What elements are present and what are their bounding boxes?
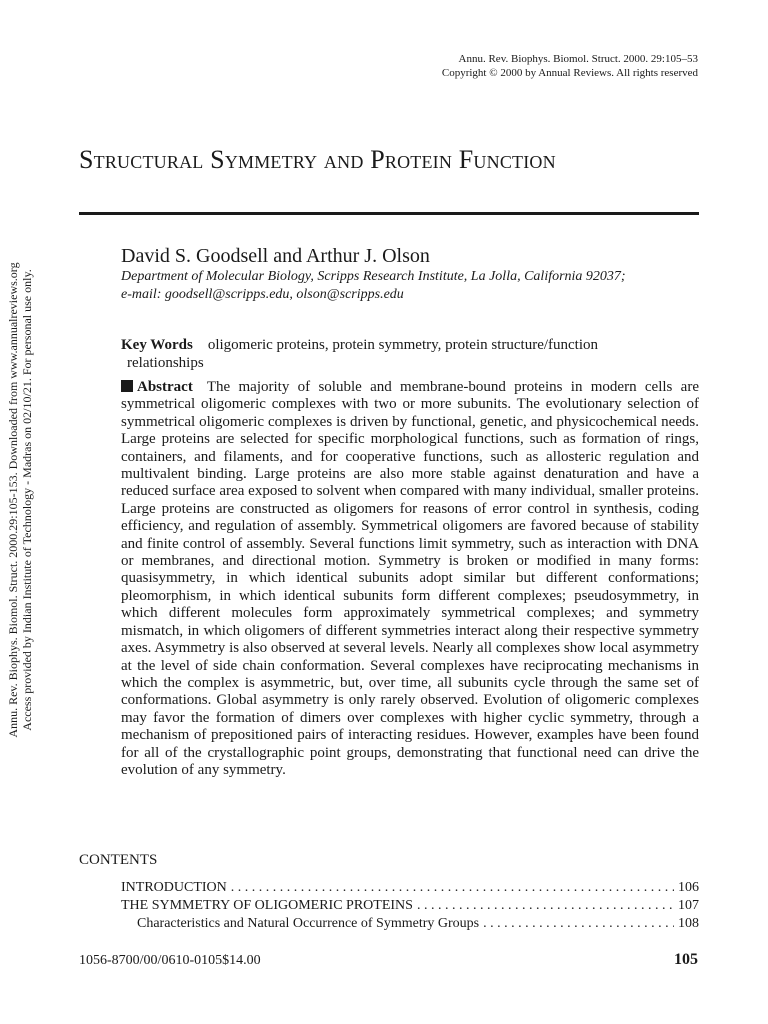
copyright-notice: Copyright © 2000 by Annual Reviews. All rights reserved [441, 67, 698, 79]
keywords-text: oligomeric proteins, protein symmetry, protein structure/function [207, 337, 599, 353]
article-authors: David S. Goodsell and Arthur J. Olson [121, 245, 430, 267]
keywords-label: Key Words [121, 337, 193, 353]
author-affiliation [121, 268, 711, 304]
download-notice-line2: Access provided by Indian Institute of Technology - Madras on 02/10/21. For personal use only. [20, 269, 34, 731]
abstract-text: The majority of soluble and membrane-bound proteins in modern cells are symmetrical oligomeric complexes with two or more subunits. The evolutionary selection of symmetrical oligomeric complexes is driven by functional, genetic, and physicochemical needs. Large proteins are selected for specific morphological functions, such as formation of rings, containers, and filaments, and for cooperative functions, such as allosteric regulation and multivalent binding. Large proteins are also more stable against denaturation and have a reduced surface area exposed to solvent when compared with many individual, smaller proteins. Large proteins are constructed as oligomers for reasons of error control in synthesis, coding efficiency, and regulation of assembly. Symmetrical oligomers are favored because of stability and finite control of assembly. Several functions limit symmetry, such as interaction with DNA or membranes, and directional motion. Symmetry is broken or modified in many forms: quasisymmetry, in which identical subunits adopt similar but different conformations; pleomorphism, in which identical subunits form different complexes; pseudosymmetry, in which different molecules form approximately symmetrical complexes; and symmetry mismatch, in which oligomers of different symmetries interact along their respective symmetry axes. Asymmetry is also observed at several levels. Nearly all complexes show local asymmetry at the level of side chain conformation. Several complexes have reciprocating mechanisms in which the complex is asymmetric, but, over time, all subunits cycle through the same set of conformations. Global asymmetry is only rarely observed. Evolution of oligomeric complexes may favor the formation of dimers over complexes with higher cyclic symmetry, through a mechanism of prepositioned pairs of interacting residues. However, examples have been found for all of the crystallographic point groups, demonstrating that functional need can drive the evolution of any symmetry. [121, 379, 699, 778]
toc-entry-title: THE SYMMETRY OF OLIGOMERIC PROTEINS [121, 898, 413, 913]
abstract-label: Abstract [137, 379, 193, 395]
download-notice-line1: Annu. Rev. Biophys. Biomol. Struct. 2000.29:105-153. Downloaded from www.annualreviews.org [6, 262, 20, 738]
toc-leader-dots [417, 897, 674, 915]
toc-leader-dots [483, 915, 674, 933]
abstract-bullet-icon [121, 380, 133, 392]
toc-entry[interactable] [121, 879, 699, 897]
toc-entry-page: 108 [678, 916, 699, 931]
toc-entry-title: INTRODUCTION [121, 880, 227, 895]
journal-citation-block [442, 52, 698, 80]
abstract-section [121, 379, 699, 779]
article-code: 1056-8700/00/0610-0105$14.00 [79, 953, 261, 968]
toc-entry-page: 106 [678, 880, 699, 895]
page-number: 105 [674, 951, 698, 968]
keywords-section [121, 336, 699, 372]
toc-entry[interactable] [121, 897, 699, 915]
toc-subentry[interactable] [121, 915, 699, 933]
affiliation-line: Department of Molecular Biology, Scripps Research Institute, La Jolla, California 92037; [121, 269, 626, 284]
toc-entry-page: 107 [678, 898, 699, 913]
toc-leader-dots [231, 879, 674, 897]
title-divider [79, 212, 699, 215]
table-of-contents [121, 879, 699, 933]
keywords-text-continued: relationships [127, 355, 204, 371]
toc-entry-title: Characteristics and Natural Occurrence of Symmetry Groups [137, 916, 480, 931]
journal-citation: Annu. Rev. Biophys. Biomol. Struct. 2000. 29:105–53 [458, 53, 698, 65]
article-title: Structural Symmetry and Protein Function [79, 145, 556, 174]
contents-heading: CONTENTS [79, 852, 158, 868]
download-notice [0, 0, 40, 1024]
author-emails: e-mail: goodsell@scripps.edu, olson@scripps.edu [121, 287, 404, 302]
